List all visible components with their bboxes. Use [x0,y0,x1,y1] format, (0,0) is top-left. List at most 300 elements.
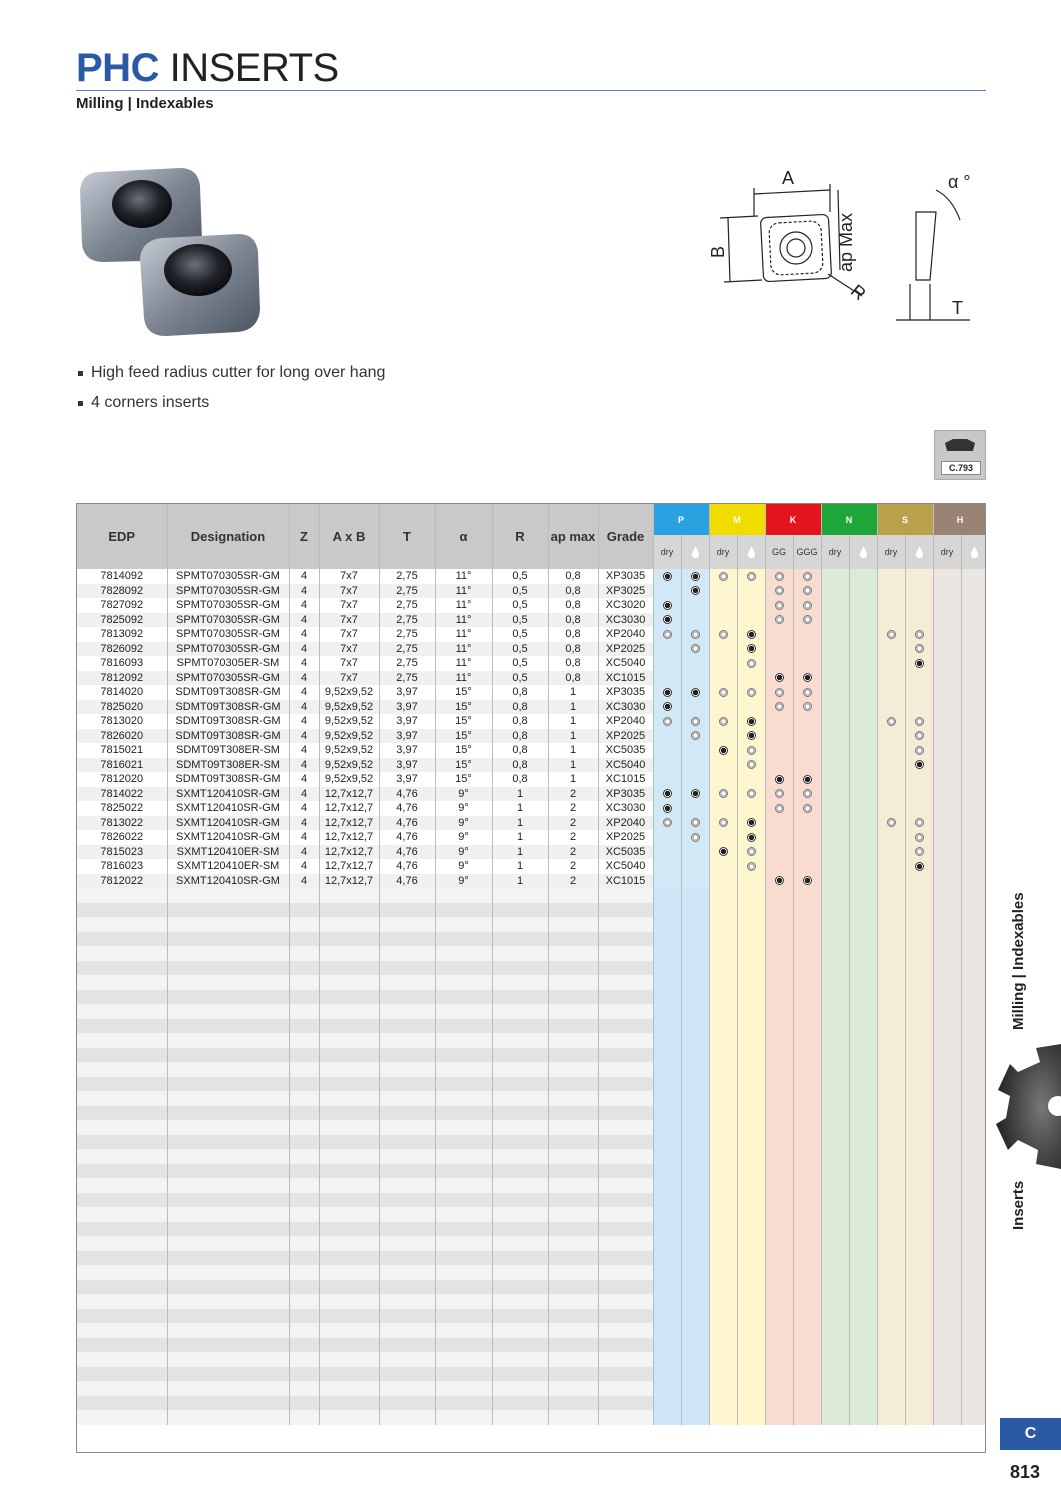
suitable-ring-icon [747,862,756,871]
cell-axb: 7x7 [319,584,379,599]
cell-suitability [821,830,849,845]
page-subtitle: Milling | Indexables [76,95,214,112]
col-header-axb: A x B [319,504,379,569]
table-row [77,743,986,758]
cell-suitability [681,656,709,671]
cell-edp: 7815021 [77,743,167,758]
cell-suitability [709,569,737,584]
cell-suitability [821,787,849,802]
cell-suitability [905,671,933,686]
cell-designation: SXMT120410SR-GM [167,874,289,889]
drawing-label-r: R [846,280,870,305]
bullet-square-icon [78,401,83,406]
cell-suitability [933,801,961,816]
cell-suitability [933,685,961,700]
cell-suitability [737,772,765,787]
cell-z: 4 [289,671,319,686]
cell-z: 4 [289,772,319,787]
cell-suitability [709,729,737,744]
cell-z: 4 [289,627,319,642]
cell-suitability [653,656,681,671]
cell-grade: XP3035 [598,787,653,802]
cell-designation: SPMT070305ER-SM [167,656,289,671]
empty-table-row [77,1338,986,1353]
col-header-designation: Designation [167,504,289,569]
cell-suitability [905,772,933,787]
cell-grade: XC5035 [598,743,653,758]
group-header-k: K [765,504,821,535]
recommended-dot-icon [803,775,812,784]
cell-ap: 1 [548,714,598,729]
cell-suitability [737,671,765,686]
empty-table-row [77,1135,986,1150]
insert-photo [70,160,270,350]
recommended-dot-icon [691,789,700,798]
cell-suitability [933,787,961,802]
suitable-ring-icon [747,746,756,755]
cell-suitability [793,656,821,671]
sub-header-p-dry: dry [653,535,681,569]
cell-designation: SPMT070305SR-GM [167,627,289,642]
cell-suitability [877,584,905,599]
cell-suitability [877,787,905,802]
cell-grade: XC3030 [598,801,653,816]
cell-suitability [877,671,905,686]
cell-grade: XP3035 [598,685,653,700]
suitable-ring-icon [775,804,784,813]
empty-table-row [77,1396,986,1411]
cell-ap: 2 [548,830,598,845]
cell-suitability [653,700,681,715]
empty-table-row [77,1178,986,1193]
col-header-alpha: α [435,504,492,569]
cell-r: 0,5 [492,656,548,671]
cell-r: 0,5 [492,584,548,599]
cell-axb: 7x7 [319,671,379,686]
cell-suitability [737,700,765,715]
cell-suitability [933,874,961,889]
cell-suitability [765,671,793,686]
suitable-ring-icon [915,630,924,639]
cell-suitability [765,729,793,744]
suitable-ring-icon [747,789,756,798]
cell-suitability [709,859,737,874]
cell-suitability [877,613,905,628]
cell-suitability [961,627,986,642]
cell-suitability [905,613,933,628]
coolant-drop-icon [691,546,700,559]
cell-suitability [933,584,961,599]
cutter-holder-icon [935,431,985,461]
cell-suitability [793,671,821,686]
cell-suitability [793,772,821,787]
cell-suitability [653,830,681,845]
sub-header-n-wet [849,535,877,569]
side-tab-label: Milling | Indexables [1010,892,1027,1030]
suitable-ring-icon [803,615,812,624]
cell-axb: 7x7 [319,569,379,584]
cell-edp: 7825020 [77,700,167,715]
cell-suitability [793,859,821,874]
table-row [77,584,986,599]
cell-suitability [905,685,933,700]
cell-t: 2,75 [379,584,435,599]
bullet-square-icon [78,371,83,376]
suitable-ring-icon [915,644,924,653]
cell-suitability [933,569,961,584]
suitable-ring-icon [775,702,784,711]
col-header-r: R [492,504,548,569]
table-row [77,729,986,744]
empty-table-row [77,990,986,1005]
cell-suitability [905,845,933,860]
cell-suitability [877,642,905,657]
cell-suitability [765,700,793,715]
suitable-ring-icon [915,833,924,842]
empty-table-row [77,1280,986,1295]
cell-suitability [709,845,737,860]
cell-alpha: 11° [435,598,492,613]
cell-suitability [821,816,849,831]
cell-suitability [905,859,933,874]
cell-z: 4 [289,859,319,874]
cell-suitability [765,801,793,816]
cell-suitability [933,859,961,874]
cell-edp: 7812022 [77,874,167,889]
cell-suitability [653,714,681,729]
cell-suitability [653,671,681,686]
cell-suitability [653,584,681,599]
table-row [77,569,986,584]
suitable-ring-icon [775,601,784,610]
drawing-label-alpha: α ° [948,172,971,192]
cell-r: 0,8 [492,700,548,715]
recommended-dot-icon [747,717,756,726]
suitable-ring-icon [691,731,700,740]
cell-edp: 7812020 [77,772,167,787]
cell-suitability [653,642,681,657]
cell-z: 4 [289,758,319,773]
suitable-ring-icon [887,717,896,726]
group-header-h: H [933,504,986,535]
cell-suitability [961,859,986,874]
cell-r: 0,5 [492,627,548,642]
empty-table-row [77,1207,986,1222]
cell-alpha: 15° [435,743,492,758]
recommended-dot-icon [803,876,812,885]
cell-suitability [849,845,877,860]
cell-suitability [961,700,986,715]
cell-suitability [681,845,709,860]
cell-designation: SPMT070305SR-GM [167,671,289,686]
cell-suitability [821,729,849,744]
table-row [77,714,986,729]
cell-suitability [905,729,933,744]
cell-suitability [961,598,986,613]
empty-table-row [77,1367,986,1382]
suitable-ring-icon [803,688,812,697]
empty-table-row [77,1236,986,1251]
cell-designation: SDMT09T308SR-GM [167,772,289,787]
cell-r: 1 [492,874,548,889]
cell-ap: 0,8 [548,656,598,671]
cell-grade: XP2040 [598,714,653,729]
cell-grade: XP3025 [598,584,653,599]
cell-suitability [821,845,849,860]
cell-suitability [793,816,821,831]
cell-suitability [849,627,877,642]
cell-suitability [709,584,737,599]
cell-suitability [877,816,905,831]
cell-ap: 2 [548,801,598,816]
cell-alpha: 15° [435,758,492,773]
cell-edp: 7827092 [77,598,167,613]
cell-r: 1 [492,787,548,802]
cell-t: 3,97 [379,772,435,787]
cell-suitability [821,700,849,715]
cell-edp: 7828092 [77,584,167,599]
cell-suitability [793,700,821,715]
cell-suitability [737,743,765,758]
inserts-table [77,504,986,1425]
cell-suitability [877,874,905,889]
col-header-ap-max: ap max [548,504,598,569]
cell-suitability [793,569,821,584]
cell-suitability [737,758,765,773]
cell-ap: 1 [548,758,598,773]
cell-suitability [961,874,986,889]
cell-suitability [961,642,986,657]
cell-ap: 0,8 [548,671,598,686]
cell-suitability [961,613,986,628]
cell-t: 2,75 [379,671,435,686]
cell-z: 4 [289,729,319,744]
cell-axb: 9,52x9,52 [319,729,379,744]
cell-alpha: 15° [435,685,492,700]
cell-edp: 7816021 [77,758,167,773]
cell-axb: 9,52x9,52 [319,700,379,715]
cell-t: 4,76 [379,874,435,889]
cell-suitability [653,569,681,584]
cell-alpha: 15° [435,729,492,744]
cell-suitability [821,627,849,642]
empty-table-row [77,1352,986,1367]
cell-suitability [933,598,961,613]
cell-edp: 7825022 [77,801,167,816]
suitable-ring-icon [803,804,812,813]
holder-reference-badge[interactable] [934,430,986,480]
cell-grade: XC1015 [598,874,653,889]
recommended-dot-icon [663,702,672,711]
cell-designation: SXMT120410ER-SM [167,859,289,874]
recommended-dot-icon [803,673,812,682]
cell-suitability [709,642,737,657]
empty-table-row [77,1164,986,1179]
empty-table-row [77,1294,986,1309]
cell-suitability [709,656,737,671]
cell-suitability [709,627,737,642]
cell-suitability [793,729,821,744]
cell-ap: 1 [548,700,598,715]
cell-axb: 9,52x9,52 [319,758,379,773]
cell-suitability [933,729,961,744]
cell-suitability [793,845,821,860]
cell-suitability [681,685,709,700]
cell-alpha: 11° [435,584,492,599]
cell-suitability [793,787,821,802]
cell-suitability [933,627,961,642]
cell-r: 0,5 [492,598,548,613]
cell-suitability [653,743,681,758]
cell-suitability [737,859,765,874]
cell-ap: 2 [548,845,598,860]
suitable-ring-icon [663,717,672,726]
cell-t: 2,75 [379,627,435,642]
sub-header-h-wet [961,535,986,569]
table-row [77,801,986,816]
empty-table-row [77,961,986,976]
cell-suitability [905,584,933,599]
cell-alpha: 15° [435,772,492,787]
cell-suitability [765,685,793,700]
cell-suitability [681,613,709,628]
cell-r: 0,8 [492,743,548,758]
cell-suitability [737,584,765,599]
cell-ap: 0,8 [548,642,598,657]
cell-alpha: 11° [435,656,492,671]
feature-item: High feed radius cutter for long over hang [78,364,385,382]
cell-suitability [653,598,681,613]
table-row [77,772,986,787]
cell-suitability [933,642,961,657]
cell-suitability [821,685,849,700]
title-text: INSERTS [169,46,339,90]
cell-axb: 12,7x12,7 [319,816,379,831]
cell-designation: SDMT09T308SR-GM [167,714,289,729]
cell-suitability [709,830,737,845]
cell-alpha: 9° [435,874,492,889]
cell-grade: XC5040 [598,758,653,773]
cell-z: 4 [289,656,319,671]
cell-suitability [681,758,709,773]
cell-suitability [933,816,961,831]
cell-suitability [765,816,793,831]
cell-suitability [905,743,933,758]
cell-grade: XP3035 [598,569,653,584]
cell-suitability [765,787,793,802]
cell-suitability [961,758,986,773]
cell-suitability [877,714,905,729]
cell-suitability [709,743,737,758]
cell-suitability [821,714,849,729]
cell-suitability [681,714,709,729]
cell-suitability [849,874,877,889]
cell-z: 4 [289,743,319,758]
cell-designation: SXMT120410SR-GM [167,801,289,816]
cell-axb: 12,7x12,7 [319,859,379,874]
cell-ap: 0,8 [548,627,598,642]
cell-suitability [877,743,905,758]
cell-r: 0,8 [492,714,548,729]
cell-grade: XC1015 [598,772,653,787]
cell-alpha: 9° [435,816,492,831]
cell-suitability [793,830,821,845]
empty-table-row [77,1077,986,1092]
cell-axb: 9,52x9,52 [319,772,379,787]
cell-suitability [905,569,933,584]
cell-edp: 7813022 [77,816,167,831]
cell-suitability [681,787,709,802]
suitable-ring-icon [775,615,784,624]
cell-r: 0,5 [492,671,548,686]
cell-z: 4 [289,787,319,802]
empty-table-row [77,1381,986,1396]
cell-grade: XP2040 [598,627,653,642]
cell-suitability [905,642,933,657]
drawing-label-t: T [952,298,963,318]
cell-edp: 7814022 [77,787,167,802]
cell-suitability [849,714,877,729]
table-row [77,830,986,845]
cell-axb: 7x7 [319,642,379,657]
cell-ap: 0,8 [548,613,598,628]
suitable-ring-icon [803,601,812,610]
cell-suitability [877,830,905,845]
cell-suitability [877,845,905,860]
cell-suitability [737,569,765,584]
cell-z: 4 [289,584,319,599]
cell-suitability [849,787,877,802]
recommended-dot-icon [663,688,672,697]
cell-edp: 7813092 [77,627,167,642]
cell-suitability [933,772,961,787]
cell-z: 4 [289,598,319,613]
cell-t: 2,75 [379,569,435,584]
suitable-ring-icon [719,630,728,639]
table-row [77,787,986,802]
cell-suitability [653,613,681,628]
reference-page-label: C.793 [941,461,981,475]
cell-suitability [905,758,933,773]
cell-suitability [821,598,849,613]
cell-designation: SDMT09T308ER-SM [167,758,289,773]
cell-suitability [877,859,905,874]
cell-suitability [709,874,737,889]
suitable-ring-icon [691,717,700,726]
cell-suitability [933,656,961,671]
cell-edp: 7816023 [77,859,167,874]
cell-suitability [709,613,737,628]
cell-suitability [737,613,765,628]
recommended-dot-icon [691,586,700,595]
cell-suitability [765,584,793,599]
cell-suitability [793,685,821,700]
cell-suitability [821,656,849,671]
page-number: 813 [1010,1462,1041,1482]
cell-suitability [653,627,681,642]
empty-table-row [77,1033,986,1048]
cell-r: 0,8 [492,685,548,700]
section-tab-c[interactable]: C [1000,1418,1061,1450]
sub-header-p-wet [681,535,709,569]
cell-suitability [737,685,765,700]
cell-suitability [821,671,849,686]
cell-designation: SDMT09T308SR-GM [167,729,289,744]
cell-suitability [821,613,849,628]
cell-axb: 12,7x12,7 [319,787,379,802]
cell-ap: 2 [548,787,598,802]
table-row [77,845,986,860]
